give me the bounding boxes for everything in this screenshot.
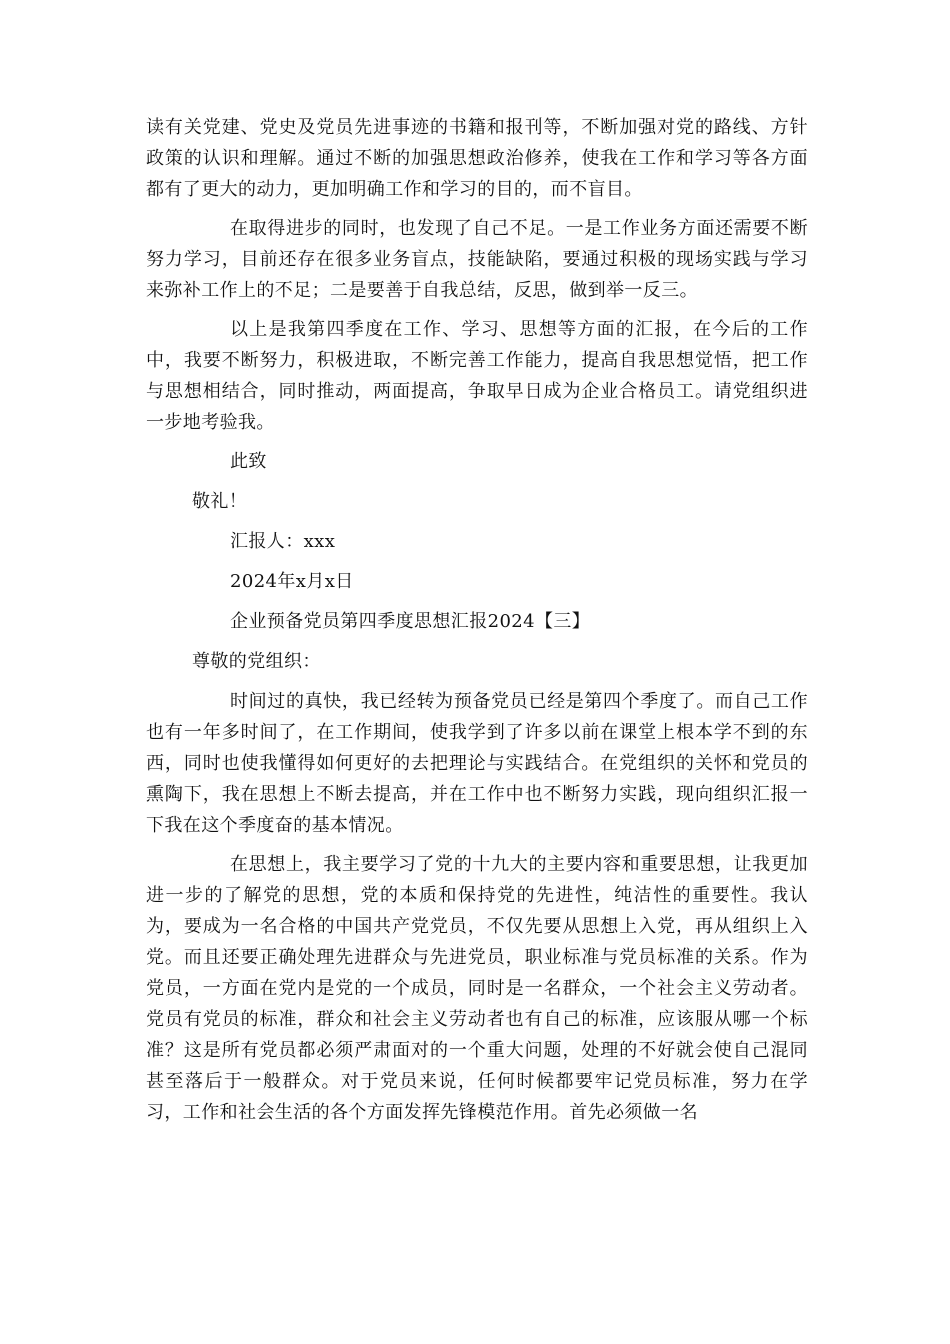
paragraph-summary: 以上是我第四季度在工作、学习、思想等方面的汇报，在今后的工作中，我要不断努力，积极进取，不断完善工作能力，提高自我思想觉悟，把工作与思想相结合，同时推动，两面提高，争取早日成为企业合格员工。请党组织进一步地考验我。	[146, 319, 808, 433]
report-date: 2024年x月x日	[230, 571, 354, 592]
paragraph-study: 读有关党建、党史及党员先进事迹的书籍和报刊等，不断加强对党的路线、方针政策的认识和理解。通过不断的加强思想政治修养，使我在工作和学习等各方面都有了更大的动力，更加明确工作和学习的目的，而不盲目。	[146, 117, 808, 200]
document-body	[146, 112, 808, 1136]
paragraph-shortcomings: 在取得进步的同时，也发现了自己不足。一是工作业务方面还需要不断努力学习，目前还存在很多业务盲点，技能缺陷，要通过积极的现场实践与学习来弥补工作上的不足；二是要善于自我总结，反思，做到举一反三。	[146, 218, 808, 301]
reporter-signature: 汇报人：xxx	[230, 531, 336, 552]
paragraph-intro: 时间过的真快，我已经转为预备党员已经是第四个季度了。而自己工作也有一年多时间了，在工作期间，使我学到了许多以前在课堂上根本学不到的东西，同时也使我懂得如何更好的去把理论与实践结合。在党组织的关怀和党员的熏陶下，我在思想上不断去提高，并在工作中也不断努力实践，现向组织汇报一下我在这个季度奋的基本情况。	[146, 691, 808, 836]
paragraph-ideology: 在思想上，我主要学习了党的十九大的主要内容和重要思想，让我更加进一步的了解党的思想，党的本质和保持党的先进性，纯洁性的重要性。我认为，要成为一名合格的中国共产党党员，不仅先要从思想上入党，再从组织上入党。而且还要正确处理先进群众与先进党员，职业标准与党员标准的关系。作为党员，一方面在党内是党的一个成员，同时是一名群众，一个社会主义劳动者。党员有党员的标准，群众和社会主义劳动者也有自己的标准，应该服从哪一个标准？这是所有党员都必须严肃面对的一个重大问题，处理的不好就会使自己混同甚至落后于一般群众。对于党员来说，任何时候都要牢记党员标准，努力在学习，工作和社会生活的各个方面发挥先锋模范作用。首先必须做一名	[146, 854, 808, 1123]
salutation: 尊敬的党组织：	[192, 651, 321, 672]
section-title: 企业预备党员第四季度思想汇报2024【三】	[230, 611, 591, 632]
closing-ci-zhi: 此致	[230, 451, 267, 472]
closing-jing-li: 敬礼！	[192, 491, 248, 512]
